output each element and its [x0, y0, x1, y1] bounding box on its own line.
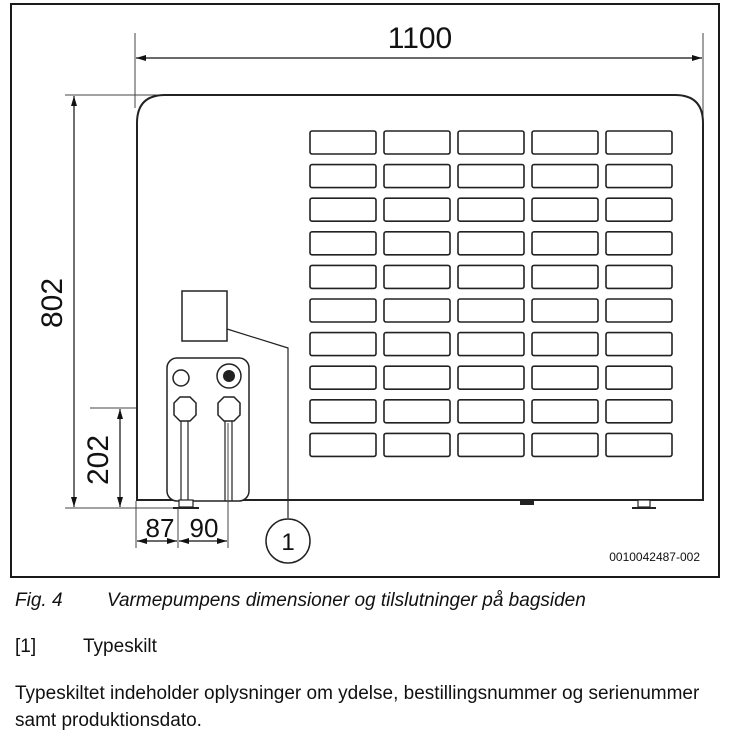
grille-slot: [384, 433, 450, 456]
grille-slot: [606, 131, 672, 154]
grille-slot: [310, 433, 376, 456]
cable-entry-icon: [173, 370, 189, 386]
grille-slot: [384, 165, 450, 188]
grille-slot: [606, 299, 672, 322]
grille-slot: [606, 198, 672, 221]
grille-slot: [384, 131, 450, 154]
legend: [15, 636, 157, 658]
type-plate: [182, 291, 227, 341]
grille-slot: [310, 333, 376, 356]
grille-slot: [606, 433, 672, 456]
grille-slot: [532, 131, 598, 154]
grille-slot: [606, 400, 672, 423]
grille-slot: [310, 232, 376, 255]
grille-slot: [310, 198, 376, 221]
grille-slot: [384, 400, 450, 423]
grille-slot: [532, 232, 598, 255]
grille-slot: [532, 198, 598, 221]
grille-slot: [384, 333, 450, 356]
figure-code: 0010042487-002: [609, 550, 700, 564]
offset-left-label: 87: [145, 513, 175, 543]
heat-pump-back-diagram: [10, 3, 720, 578]
grille-slot: [384, 299, 450, 322]
feet: [173, 500, 656, 508]
grille-slot: [310, 131, 376, 154]
legend-ref: [1]: [15, 636, 37, 657]
grille-slot: [310, 265, 376, 288]
grille-slot: [310, 299, 376, 322]
grille-slot: [606, 333, 672, 356]
grille-slot: [532, 400, 598, 423]
grille-slot: [606, 232, 672, 255]
figure-caption: [15, 590, 586, 612]
water-connection-icon: [174, 397, 196, 421]
connection-height-label: 202: [82, 434, 115, 486]
grille-slot: [384, 232, 450, 255]
grille-slot: [606, 265, 672, 288]
grille-slot: [458, 366, 524, 389]
width-dimension-label: 1100: [387, 22, 453, 55]
figure-label: Fig. 4: [15, 590, 63, 611]
grille-slot: [310, 366, 376, 389]
grille-slot: [458, 198, 524, 221]
grille-slot: [458, 299, 524, 322]
caption-text: Varmepumpens dimensioner og tilslutninger på bagsiden: [107, 590, 586, 611]
connection-panel: [167, 358, 249, 501]
grille-slot: [458, 400, 524, 423]
grille-slot: [458, 165, 524, 188]
grille-slot: [458, 131, 524, 154]
legend-label: Typeskilt: [83, 636, 157, 657]
grille-slot: [532, 299, 598, 322]
legend-item: [15, 636, 157, 658]
grille-slot: [532, 433, 598, 456]
grille-slot: [310, 165, 376, 188]
grille-slot: [532, 333, 598, 356]
grille-slot: [310, 400, 376, 423]
grille-slot: [532, 165, 598, 188]
grille-slot: [606, 366, 672, 389]
water-connection-icon: [218, 397, 240, 421]
grille-slot: [384, 265, 450, 288]
height-dimension-label: 802: [36, 277, 69, 329]
grille-slot: [532, 265, 598, 288]
description-text: Typeskiltet indeholder oplysninger om ydelse, bestillingsnummer og serienummer samt produktionsdato.: [15, 683, 700, 731]
grille-slot: [606, 165, 672, 188]
grille-slot: [458, 433, 524, 456]
grille-slot: [384, 198, 450, 221]
grille-slot: [384, 366, 450, 389]
grille-slot: [458, 232, 524, 255]
grille-slot: [532, 366, 598, 389]
callout-number: 1: [281, 529, 295, 556]
grille-slot: [458, 265, 524, 288]
grille-slot: [458, 333, 524, 356]
spacing-label: 90: [189, 513, 219, 543]
